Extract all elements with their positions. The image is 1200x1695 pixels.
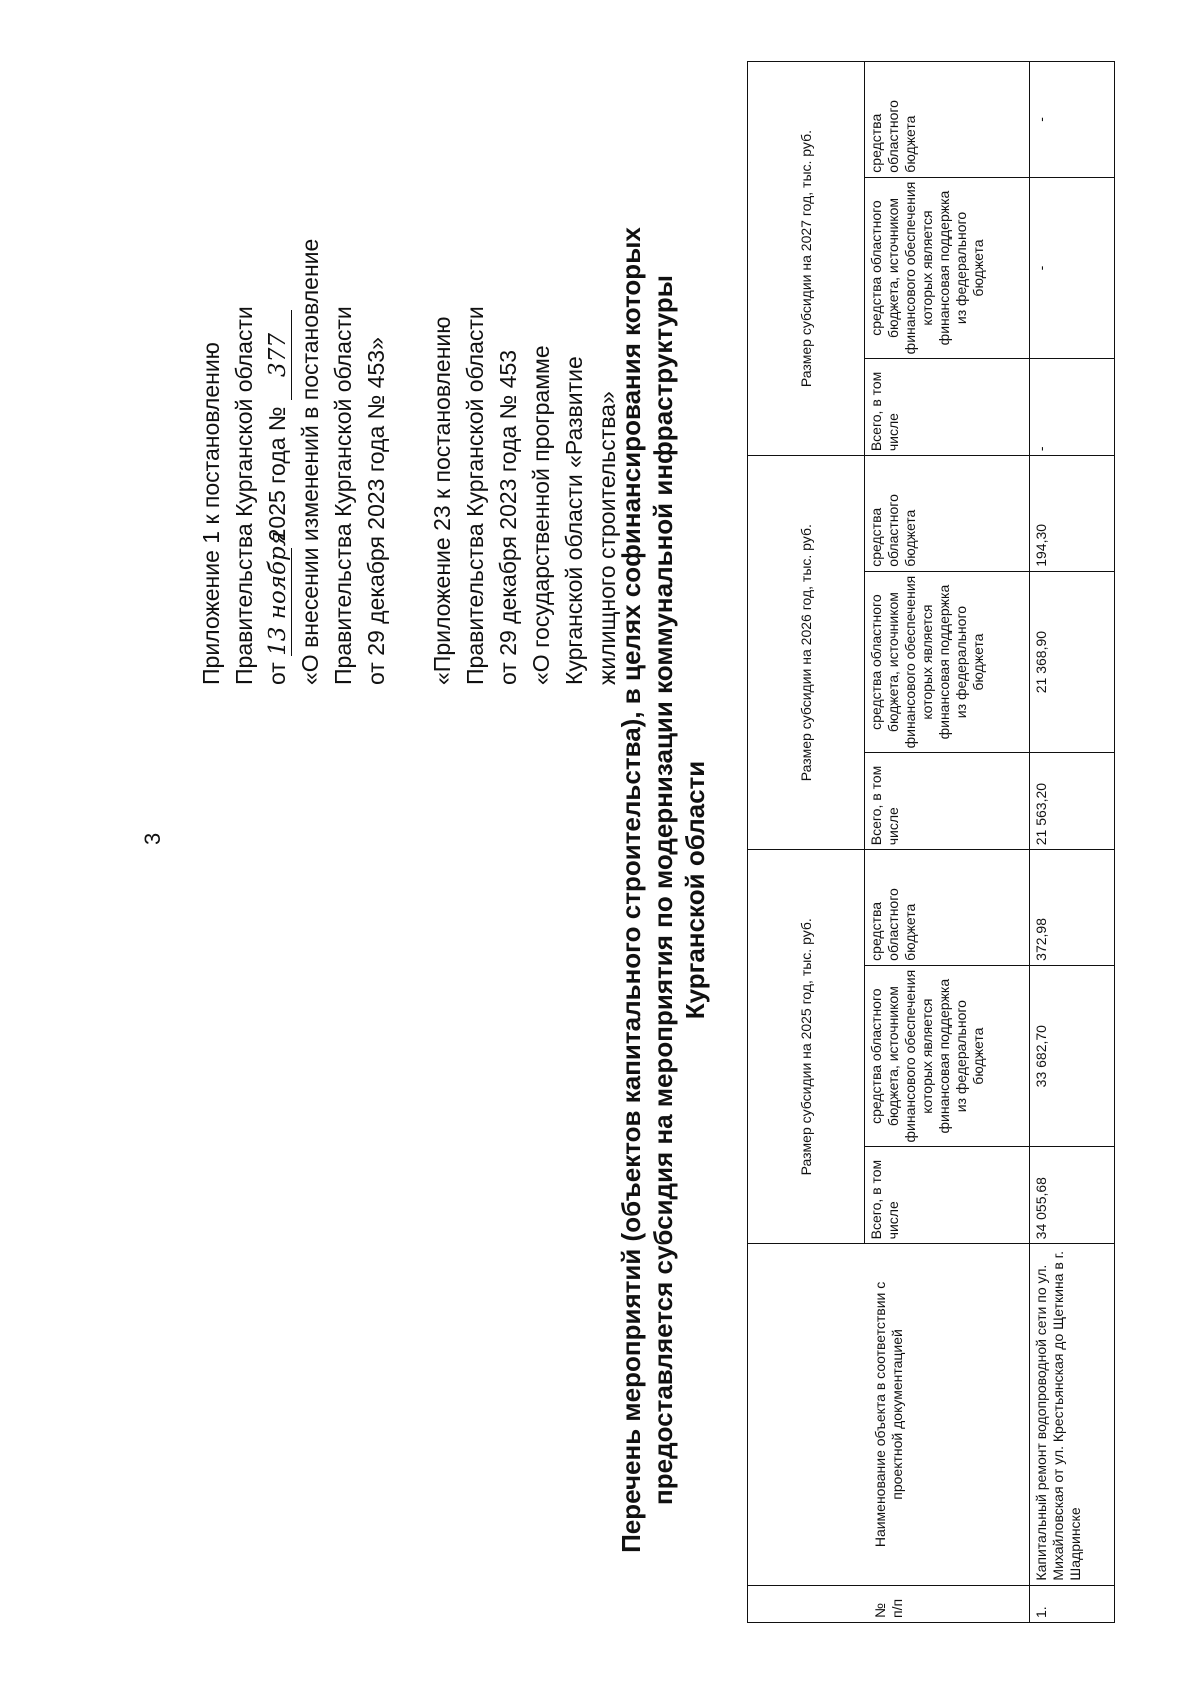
handwritten-number: 377 xyxy=(265,310,292,400)
appendix-line: Правительства Курганской области xyxy=(231,306,257,685)
appendix23-line: от 29 декабря 2023 года № 453 xyxy=(495,349,521,685)
appendix23-line: «О государственной программе xyxy=(528,345,554,685)
cell-2025-total: 34 055,68 xyxy=(1030,1147,1115,1244)
cell-2026-regional: 194,30 xyxy=(1030,456,1115,572)
header-federal-2026: средства областного бюджета, источником финансового обеспечения которых является финансовая поддержка из федерального бюджета xyxy=(865,571,1030,753)
cell-2026-federal: 21 368,90 xyxy=(1030,571,1115,753)
header-period-2027: Размер субсидии на 2027 год, тыс. руб. xyxy=(748,62,865,456)
appendix23-line: Курганской области «Развитие xyxy=(561,356,587,685)
appendix-block xyxy=(195,0,624,685)
header-federal-2025: средства областного бюджета, источником финансового обеспечения которых является финансовая поддержка из федерального бюджета xyxy=(865,965,1030,1147)
cell-2025-regional: 372,98 xyxy=(1030,850,1115,966)
appendix-line: Приложение 1 к постановлению xyxy=(198,342,224,685)
appendix-line-date xyxy=(261,0,294,685)
header-period-2025: Размер субсидии на 2025 год, тыс. руб. xyxy=(748,850,865,1244)
cell-num: 1. xyxy=(1030,1585,1115,1622)
header-period-2026: Размер субсидии на 2026 год, тыс. руб. xyxy=(748,456,865,850)
appendix-date-mid: 2025 года № xyxy=(264,406,290,542)
appendix23-line: «Приложение 23 к постановлению xyxy=(429,316,455,685)
cell-2027-total: - xyxy=(1030,359,1115,456)
appendix-line: Правительства Курганской области xyxy=(330,306,356,685)
header-regional-2025: средства областного бюджета xyxy=(865,850,1030,966)
cell-2025-federal: 33 682,70 xyxy=(1030,965,1115,1147)
page-number: 3 xyxy=(140,832,165,845)
header-federal-2027: средства областного бюджета, источником финансового обеспечения которых является финансовая поддержка из федерального бюджета xyxy=(865,177,1030,359)
appendix-spacer xyxy=(393,0,426,685)
document-title xyxy=(615,155,711,1625)
appendix-line: «О внесении изменений в постановление xyxy=(297,238,323,685)
table-row xyxy=(1030,62,1115,1623)
header-object-name: Наименование объекта в соответствии с проектной документацией xyxy=(748,1244,1030,1585)
header-regional-2027: средства областного бюджета xyxy=(865,62,1030,178)
cell-2027-federal: - xyxy=(1030,177,1115,359)
title-line: Перечень мероприятий (объектов капитального строительства), в целях софинансирования которых xyxy=(616,227,646,1553)
table-header-row xyxy=(748,62,865,1623)
header-total-2026: Всего, в том числе xyxy=(865,753,1030,850)
appendix23-line: жилищного строительства» xyxy=(594,391,620,685)
header-regional-2026: средства областного бюджета xyxy=(865,456,1030,572)
title-line: Курганской области xyxy=(680,760,710,1020)
subsidy-table xyxy=(747,61,1115,1623)
cell-object-name: Капитальный ремонт водопроводной сети по ул. Михайловская от ул. Крестьянская до Щеткина в г. Шадринске xyxy=(1030,1244,1115,1585)
cell-2027-regional: - xyxy=(1030,62,1115,178)
appendix-line: от 29 декабря 2023 года № 453» xyxy=(363,337,389,685)
cell-2026-total: 21 563,20 xyxy=(1030,753,1115,850)
header-total-2025: Всего, в том числе xyxy=(865,1147,1030,1244)
handwritten-date: 13 ноября xyxy=(265,530,291,656)
header-num: № п/п xyxy=(748,1585,1030,1622)
appendix23-line: Правительства Курганской области xyxy=(462,306,488,685)
appendix-date-prefix: от xyxy=(264,662,290,685)
header-total-2027: Всего, в том числе xyxy=(865,359,1030,456)
title-line: предоставляется субсидия на мероприятия по модернизации коммунальной инфраструктуры xyxy=(648,275,678,1505)
